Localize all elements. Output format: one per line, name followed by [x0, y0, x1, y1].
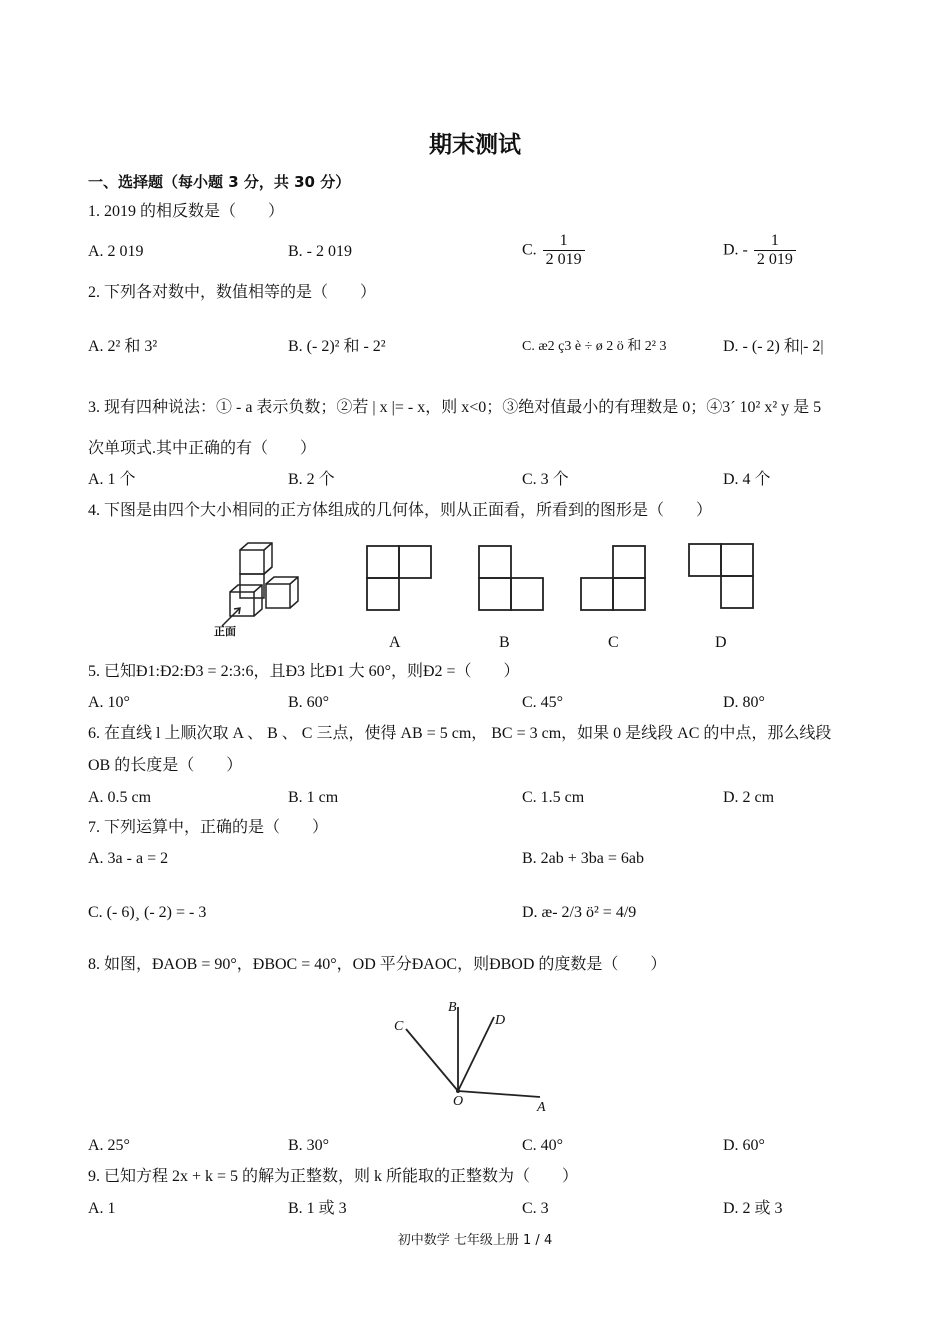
q5-option-b: B. 60° [288, 694, 330, 711]
q1-option-b: B. - 2 019 [288, 243, 352, 260]
q2-stem: 2. 下列各对数中，数值相等的是（ ） [88, 284, 377, 301]
view-option-a [366, 545, 432, 611]
point-a-label: A [537, 1100, 546, 1115]
q8-option-d: D. 60° [723, 1137, 765, 1154]
q5-option-c: C. 45° [522, 694, 564, 711]
q2-option-b: B. (- 2)² 和 - 2² [288, 338, 386, 355]
ray-od [458, 1017, 494, 1091]
q6-option-c: C. 1.5 cm [522, 789, 585, 806]
q2-option-a: A. 2² 和 3² [88, 338, 158, 355]
q1-option-a: A. 2 019 [88, 243, 144, 260]
q3-stem-line2: 次单项式.其中正确的有（ ） [88, 440, 317, 457]
page-footer: 初中数学 七年级上册 1 / 4 [397, 1233, 553, 1248]
q5-option-a: A. 10° [88, 694, 130, 711]
q6-stem-line2: OB 的长度是（ ） [88, 757, 243, 774]
q3-option-d: D. 4 个 [723, 471, 771, 488]
q3-option-a: A. 1 个 [88, 471, 136, 488]
view-option-b [478, 545, 544, 611]
q7-option-c: C. (- 6)¸ (- 2) = - 3 [88, 904, 207, 921]
q8-stem: 8. 如图，ÐAOB = 90°，ÐBOC = 40°，OD 平分ÐAOC，则ÐBOD 的度数是（ ） [88, 956, 667, 973]
q2-option-d: D. - (- 2) 和|- 2| [723, 338, 824, 355]
q7-option-a: A. 3a - a = 2 [88, 850, 169, 867]
q3-stem-line1: 3. 现有四种说法：① - a 表示负数；②若 | x |= - x，则 x<0；③绝对值最小的有理数是 0；④3´ 10² x² y 是 5 [88, 399, 822, 416]
figure-label-a: A [389, 634, 401, 651]
ray-oa [458, 1091, 540, 1097]
q9-option-b: B. 1 或 3 [288, 1200, 347, 1217]
figure-label-c: C [608, 634, 619, 651]
page-title: 期末测试 [429, 132, 521, 158]
figure-label-d: D [715, 634, 727, 651]
point-o-label: O [453, 1094, 464, 1109]
q1-option-d: D. - $\frac{1}{2 019}$ [723, 232, 798, 269]
q9-stem: 9. 已知方程 2x + k = 5 的解为正整数，则 k 所能取的正整数为（ ） [88, 1168, 579, 1185]
angle-diagram [388, 995, 558, 1115]
view-option-c [580, 545, 646, 611]
q7-option-b: B. 2ab + 3ba = 6ab [522, 850, 645, 867]
q8-option-a: A. 25° [88, 1137, 130, 1154]
q9-option-a: A. 1 [88, 1200, 116, 1217]
ray-oc [406, 1029, 458, 1091]
q3-option-c: C. 3 个 [522, 471, 569, 488]
q6-option-b: B. 1 cm [288, 789, 339, 806]
q9-option-d: D. 2 或 3 [723, 1200, 783, 1217]
q3-option-b: B. 2 个 [288, 471, 335, 488]
q6-option-a: A. 0.5 cm [88, 789, 152, 806]
figure-label-b: B [499, 634, 510, 651]
q7-stem: 7. 下列运算中，正确的是（ ） [88, 819, 329, 836]
q9-option-c: C. 3 [522, 1200, 549, 1217]
q1-option-c: C. $\frac{1}{2 019}$ [522, 232, 587, 269]
q8-option-c: C. 40° [522, 1137, 564, 1154]
point-d-label: D [495, 1013, 506, 1028]
q5-option-d: D. 80° [723, 694, 765, 711]
q7-option-d: D. æ- 2/3 ö² = 4/9 [522, 904, 637, 921]
q5-stem: 5. 已知Ð1:Ð2:Ð3 = 2:3:6，且Ð3 比Ð1 大 60°，则Ð2 =（ ） [88, 663, 520, 680]
section-heading: 一、选择题（每小题 3 分，共 30 分） [88, 173, 351, 191]
front-label: 正面 [214, 626, 236, 638]
point-c-label: C [394, 1019, 404, 1034]
point-b-label: B [448, 1000, 457, 1015]
q1-stem: 1. 2019 的相反数是（ ） [88, 203, 285, 220]
q4-stem: 4. 下图是由四个大小相同的正方体组成的几何体，则从正面看，所看到的图形是（ ） [88, 502, 713, 519]
q6-option-d: D. 2 cm [723, 789, 775, 806]
q8-option-b: B. 30° [288, 1137, 330, 1154]
view-option-d [688, 543, 754, 611]
q6-stem-line1: 6. 在直线 l 上顺次取 A 、 B 、 C 三点，使得 AB = 5 cm， BC = 3 cm，如果 0 是线段 AC 的中点，那么线段 [88, 725, 832, 742]
q2-option-c: C. æ2 ç3 è ÷ ø 2 ö 和 2² 3 [522, 339, 667, 354]
